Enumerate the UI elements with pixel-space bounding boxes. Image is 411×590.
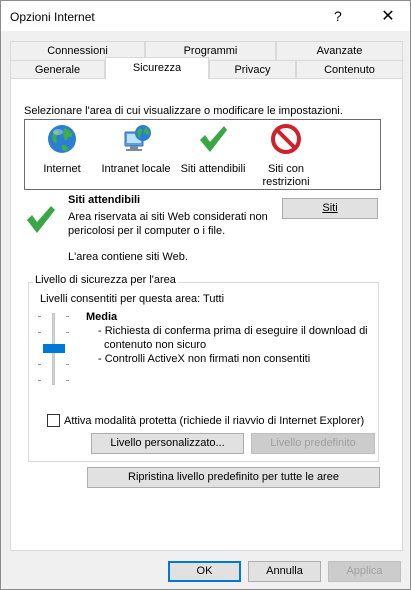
zone-label-line2: restrizioni (262, 176, 310, 188)
default-level-button[interactable] (251, 433, 375, 454)
level-bullet-1b: contenuto non sicuro (104, 339, 207, 351)
tab-privacy[interactable] (209, 60, 296, 79)
zone-internet[interactable] (31, 122, 93, 176)
close-button[interactable]: ✕ (381, 8, 395, 25)
zone-label-line1: Siti con (267, 163, 305, 175)
no-entry-icon (269, 122, 303, 156)
window-title: Opzioni Internet (10, 10, 95, 24)
tab-label: Programmi (183, 45, 238, 57)
cancel-button-label: Annulla (266, 565, 303, 577)
cancel-button[interactable] (248, 561, 321, 582)
selected-zone-checkmark-icon (24, 201, 58, 235)
sites-button-label: Siti (322, 202, 338, 214)
ok-button[interactable] (168, 561, 241, 582)
tab-label: Privacy (234, 64, 271, 76)
zone-intranet-locale[interactable] (95, 122, 177, 176)
selected-zone-description-1: Area riservata ai siti Web considerati non (68, 211, 268, 223)
tab-avanzate[interactable] (276, 41, 403, 60)
tab-label: Contenuto (324, 64, 375, 76)
zone-intro-text: Selezionare l'area di cui visualizzare o modificare le impostazioni. (24, 105, 343, 117)
reset-all-zones-button-label: Ripristina livello predefinito per tutte le aree (128, 471, 339, 483)
slider-tick (66, 332, 69, 333)
custom-level-button[interactable] (91, 433, 244, 454)
slider-tick (38, 380, 41, 381)
zone-label: Internet (43, 163, 81, 175)
level-bullet-2: - Controlli ActiveX non firmati non consentiti (98, 353, 311, 365)
security-level-name: Media (86, 311, 118, 323)
security-level-slider-thumb[interactable] (43, 344, 65, 353)
slider-tick (38, 364, 41, 365)
zone-label: Intranet locale (101, 163, 171, 175)
checkmark-icon (196, 122, 230, 156)
zone-siti-attendibili[interactable] (177, 122, 249, 176)
tab-contenuto[interactable] (296, 60, 403, 79)
zone-label (251, 163, 321, 189)
slider-tick (66, 380, 69, 381)
globe-icon (45, 122, 79, 156)
level-bullet-1a: - Richiesta di conferma prima di eseguire il download di (98, 325, 368, 337)
tab-label: Connessioni (47, 45, 108, 57)
selected-zone-description-2: pericolosi per il computer o i file. (68, 225, 226, 237)
zone-siti-con-restrizioni[interactable] (251, 122, 321, 189)
sites-button[interactable] (282, 198, 378, 219)
slider-tick (38, 332, 41, 333)
allowed-levels-text: Livelli consentiti per questa area: Tutti (40, 293, 225, 305)
tab-label: Sicurezza (132, 62, 182, 74)
tab-label: Avanzate (316, 45, 363, 57)
ok-button-label: OK (196, 565, 213, 577)
zone-contains-text: L'area contiene siti Web. (68, 251, 188, 263)
protected-mode-label[interactable]: Attiva modalità protetta (richiede il riavvio di Internet Explorer) (64, 415, 365, 427)
tab-sicurezza[interactable] (105, 57, 209, 79)
title-bar (1, 1, 410, 31)
protected-mode-checkbox[interactable] (47, 414, 60, 427)
selected-zone-title: Siti attendibili (68, 194, 141, 206)
slider-tick (66, 316, 69, 317)
slider-tick (38, 316, 41, 317)
zone-list (24, 119, 381, 190)
help-button[interactable]: ? (334, 8, 342, 24)
apply-button-label: Applica (346, 565, 383, 577)
default-level-button-label: Livello predefinito (270, 437, 356, 449)
reset-all-zones-button[interactable] (87, 467, 380, 488)
slider-tick (66, 364, 69, 365)
security-level-group-title: Livello di sicurezza per l'area (35, 274, 176, 286)
custom-level-button-label: Livello personalizzato... (110, 437, 225, 449)
apply-button[interactable] (328, 561, 401, 582)
tab-label: Generale (34, 64, 81, 76)
zone-label: Siti attendibili (180, 163, 246, 175)
intranet-icon (119, 122, 153, 156)
tab-generale[interactable] (10, 60, 105, 79)
